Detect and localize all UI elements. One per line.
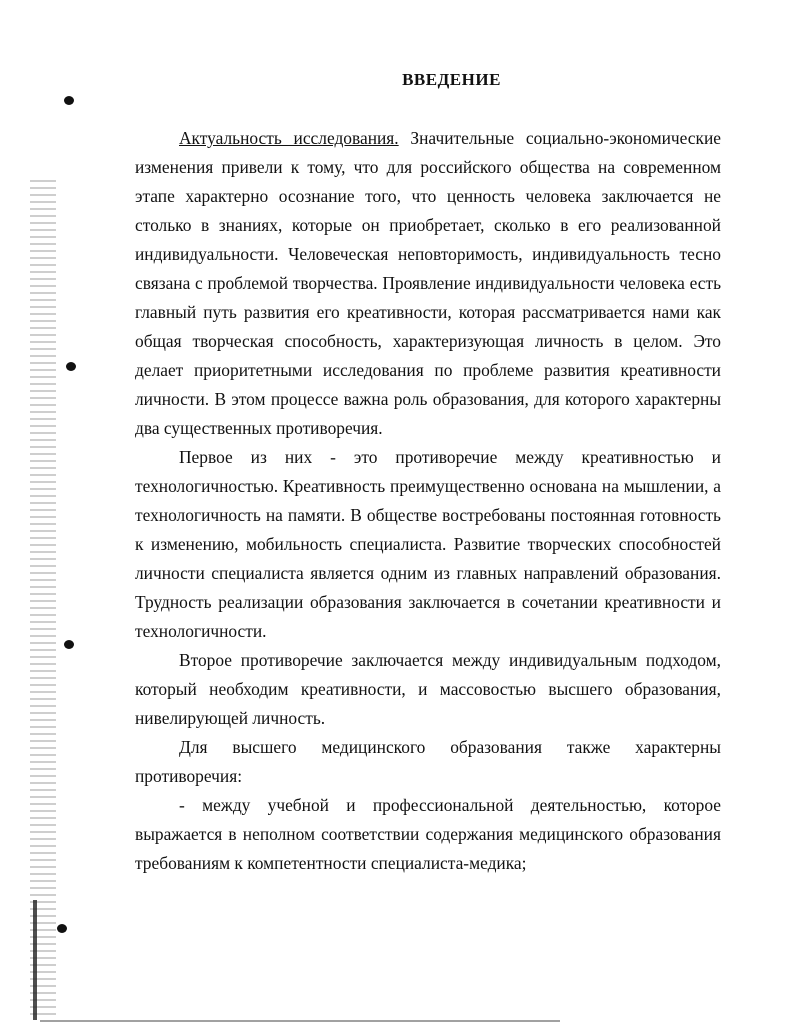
paragraph-second-contradiction: Второе противоречие заключается между индивидуальным подходом, который необходим креативности, и массовостью высшего образования, нивелирующей личность. [135,650,721,728]
punch-hole-mark [64,640,74,649]
punch-hole-mark [66,362,76,371]
punch-hole-mark [64,96,74,105]
scan-bottom-edge [40,1020,560,1022]
scan-edge-artifact [30,180,56,1020]
document-body [135,124,721,878]
scan-edge-line [33,900,37,1020]
relevance-text: Значительные социально-экономические изменения привели к тому, что для российского общества на современном этапе характерно осознание того, что ценность человека заключается не столько в знаниях, которые он приобретает, сколько в его реализованной индивидуальности. Человеческая неповторимость, индивидуальность тесно связана с проблемой творчества. Проявление индивидуальности человека есть главный путь развития его креативности, которая рассматривается нами как общая творческая способность, характеризующая личность в целом. Это делает приоритетными исследования по проблеме развития креативности личности. В этом процессе важна роль образования, для которого характерны два существенных противоречия. [135,128,721,438]
paragraph-relevance [135,124,721,443]
paragraph-first-contradiction: Первое из них - это противоречие между креативностью и технологичностью. Креативность преимущественно основана на мышлении, а технологичность на памяти. В обществе востребованы постоянная готовность к изменению, мобильность специалиста. Развитие творческих способностей личности специалиста является одним из главных направлений образования. Трудность реализации образования заключается в сочетании креативности и технологичности. [135,447,721,641]
paragraph-medical-education: Для высшего медицинского образования также характерны противоречия: [135,737,721,786]
relevance-heading: Актуальность исследования. [179,128,399,148]
punch-hole-mark [57,924,67,933]
list-item-contradiction: - между учебной и профессиональной деятельностью, которое выражается в неполном соответствии содержания медицинского образования требованиям к компетентности специалиста-медика; [135,795,721,873]
page-title: ВВЕДЕНИЕ [402,70,501,89]
